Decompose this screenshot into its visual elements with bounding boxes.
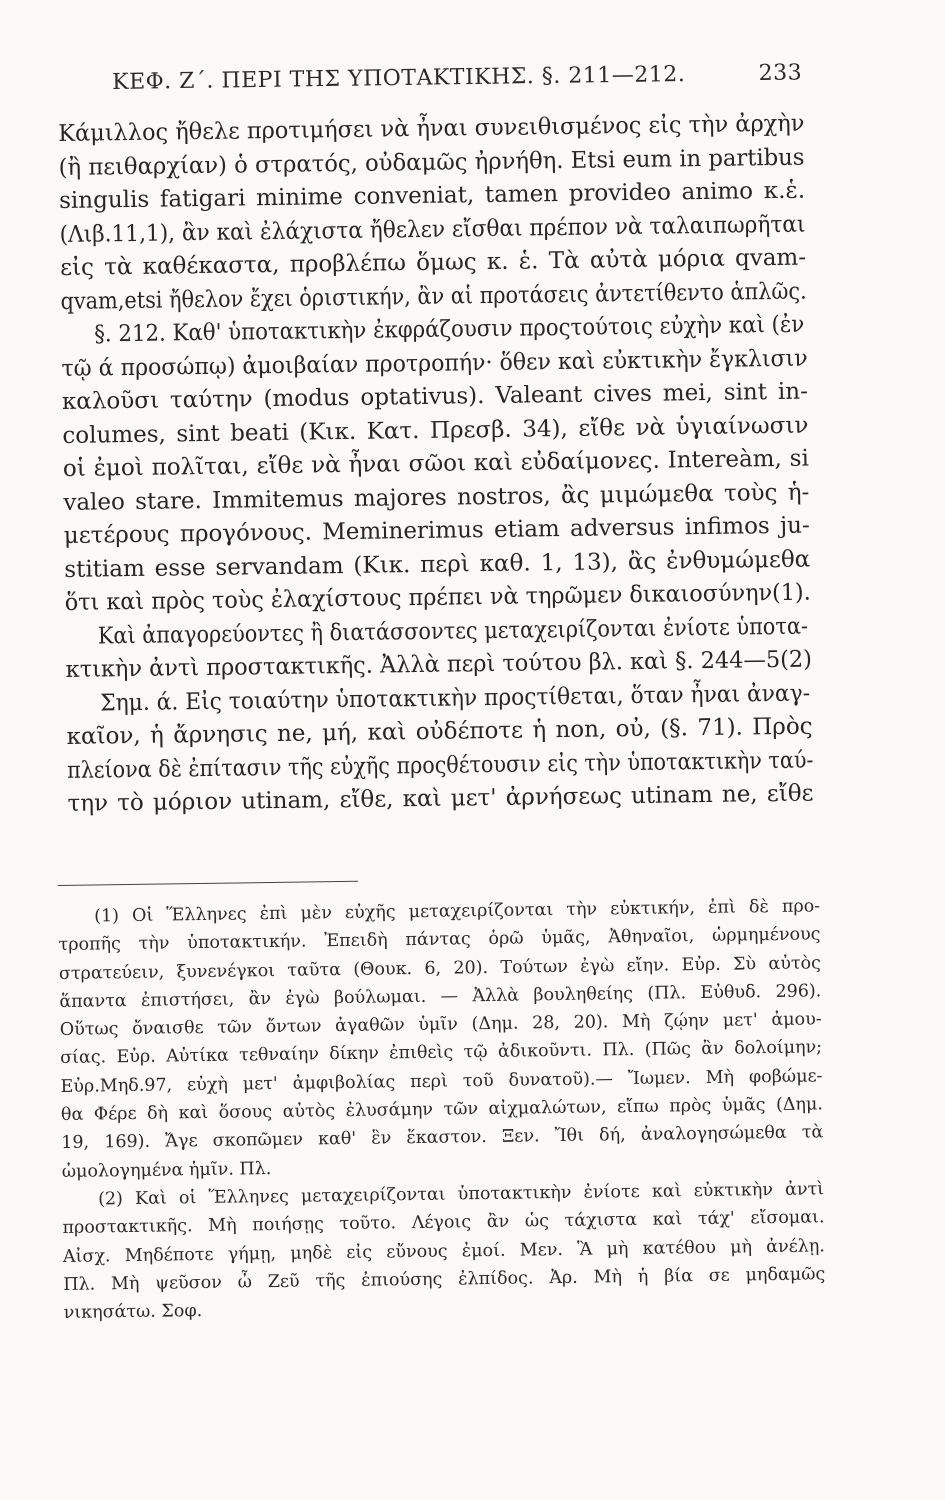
text-line: columes, sint beati (Κικ. Κατ. Πρεσβ. 34), εἴθε νὰ ὑγιαίνωσιν: [62, 412, 809, 449]
footnote-line: Πλ. Μὴ ψεῦσον ὦ Ζεῦ τῆς ἐπιούσης ἐλπίδος. Ἀρ. Μὴ ἡ βία σε μηδαμῶς: [63, 1264, 826, 1295]
footnote-line: θα Φέρε δὴ καὶ ὅσους αὐτὸς ἐλυσάμην τῶν αἰχμαλώτων, εἴπω πρὸς ὑμᾶς (Δημ.: [60, 1094, 824, 1126]
text-line: Σημ. ά. Εἰς τοιαύτην ὑποτακτικὴν προςτίθεται, ὅταν ἦναι ἀναγ-: [100, 680, 811, 716]
footnote-line: τροπῆς τὴν ὑποτακτικήν. Ἐπειδὴ πάντας ὁρῶ ὑμᾶς, Ἀθηναῖοι, ὡρμημένους: [58, 924, 821, 956]
main-text: [58, 108, 814, 822]
footnote-line: 19, 169). Ἄγε σκοπῶμεν καθ' ἓν ἕκαστον. Ξεν. Ἴθι δή, ἀναλογησώμεθα τὰ: [61, 1122, 824, 1154]
text-line: (ἢ πειθαρχίαν) ὁ στρατός, οὐδαμῶς ἠρνήθη. Etsi eum in partibus: [58, 144, 805, 181]
text-line: καλοῦσι ταύτην (modus optativus). Valeant cives mei, sint in-: [61, 378, 809, 415]
footnote-line: Οὕτως ὄναισθε τῶν ὄντων ἀγαθῶν ὑμῖν (Δημ. 28, 20). Μὴ ζῴην μετ' ἀμου-: [59, 1009, 822, 1041]
text-line: qvam,etsi ἤθελον ἔχει ὁριστικήν, ἂν αἱ προτάσεις ἀντετίθεντο ἁπλῶς.: [60, 278, 807, 315]
text-line: stitiam esse servandam (Κικ. περὶ καθ. 1, 13), ἂς ἐνθυμώμεθα: [64, 546, 811, 583]
text-line: τῷ ά προσώπῳ) ἀμοιβαίαν προτροπήν· ὅθεν καὶ εὐκτικὴν ἔγκλισιν: [61, 345, 808, 382]
footnote-line: νικησάτω. Σοφ.: [63, 1301, 203, 1324]
text-line: valeo stare. Immitemus majores nostros, ἂς μιμώμεθα τοὺς ἡ-: [63, 479, 810, 516]
page-number: 233: [758, 60, 803, 86]
footnote-line: Αἰσχ. Μηδέποτε γήμῃ, μηδὲ εἰς εὔνους ἐμοί. Μεν. Ἃ μὴ κατέθου μὴ ἀνέλῃ.: [62, 1235, 826, 1267]
text-line: Κάμιλλος ἤθελε προτιμήσει νὰ ἦναι συνειθισμένος εἰς τὴν ἀρχὴν: [58, 110, 805, 147]
footnote-line: Εὐρ.Μηδ.97, εὐχὴ μετ' ἀμφιβολίας περὶ τοῦ δυνατοῦ).— Ἴωμεν. Μὴ φοβώμε-: [60, 1066, 823, 1097]
text-line: ὅτι καὶ πρὸς τοὺς ἐλαχίστους πρέπει νὰ τηρῶμεν δικαιοσύνην(1).: [64, 579, 811, 616]
text-line: την τὸ μόριον utinam, εἴθε, καὶ μετ' ἀρνήσεως utinam ne, εἴθε: [67, 780, 814, 817]
footnotes: [58, 892, 826, 1327]
footnote-line: στρατεύειν, ξυνενέγκοι ταῦτα (Θουκ. 6, 20). Τούτων ἐγὼ εἴην. Εὐρ. Σὺ αὐτὸς: [58, 952, 822, 984]
text-line: κτικὴν ἀντὶ προστακτικῆς. Ἀλλὰ περὶ τούτου βλ. καὶ §. 244—5(2): [65, 646, 813, 683]
footnote-line: (1) Οἱ Ἕλληνες ἐπὶ μὲν εὐχῆς μεταχειρίζονται τὴν εὐκτικήν, ἐπὶ δὲ προ-: [94, 896, 821, 927]
footnote-line: ὡμολογημένα ἡμῖν. Πλ.: [61, 1158, 272, 1182]
text-line: εἰς τὰ καθέκαστα, προβλέπω ὅμως κ. ἑ. Τὰ αὐτὰ μόρια qvam-: [59, 244, 807, 281]
text-line: πλείονα δὲ ἐπίτασιν τῆς εὐχῆς προςθέτουσιν εἰς τὴν ὑποτακτικὴν ταύ-: [66, 747, 814, 784]
footnote-line: (2) Καὶ οἱ Ἕλληνες μεταχειρίζονται ὑποτακτικὴν ἐνίοτε καὶ εὐκτικὴν ἀντὶ: [98, 1179, 825, 1210]
text-line: καῖον, ἡ ἄρνησις ne, μή, καὶ οὐδέποτε ἡ non, οὐ, (§. 71). Πρὸς: [66, 713, 813, 750]
footnote-line: σίας. Εὐρ. Αὐτίκα τεθναίην δίκην ἐπιθεὶς τῷ ἀδικοῦντι. Πλ. (Πῶς ἂν δολοίμην;: [60, 1037, 823, 1069]
footnote-line: προστακτικῆς. Μὴ ποιήσῃς τοῦτο. Λέγοις ἂν ὡς τάχιστα καὶ τάχ' εἴσομαι.: [62, 1207, 825, 1239]
running-header: [112, 60, 802, 95]
text-line: (Λιβ.11,1), ἂν καὶ ἐλάχιστα ἤθελεν εἴσθαι πρέπον νὰ ταλαιπωρῆται: [59, 211, 806, 248]
text-line: οἱ ἐμοὶ πολῖται, εἴθε νὰ ἦναι σῶοι καὶ εὐδαίμονες. Intereàm, si: [62, 445, 810, 482]
footnote-divider: [58, 881, 358, 886]
chapter-heading: ΚΕΦ. Ζ΄. ΠΕΡΙ ΤΗΣ ΥΠΟΤΑΚΤΙΚΗΣ. §. 211—212.: [112, 61, 686, 95]
footnote-line: ἅπαντα ἐπιστήσει, ἂν ἐγὼ βούλωμαι. — Ἀλλὰ βουληθείης (Πλ. Εὐθυδ. 296).: [59, 981, 822, 1012]
text-line: Καὶ ἀπαγορεύοντες ἢ διατάσσοντες μεταχειρίζονται ἐνίοτε ὑποτα-: [97, 613, 809, 649]
text-line: μετέρους προγόνους. Meminerimus etiam adversus infimos ju-: [63, 512, 810, 549]
text-line: singulis fatigari minime conveniat, tamen provideo animo κ.ἑ.: [58, 177, 806, 214]
text-line: §. 212. Καθ' ὑποτακτικὴν ἐκφράζουσιν προςτούτοις εὐχὴν καὶ (ἐν: [94, 311, 805, 348]
